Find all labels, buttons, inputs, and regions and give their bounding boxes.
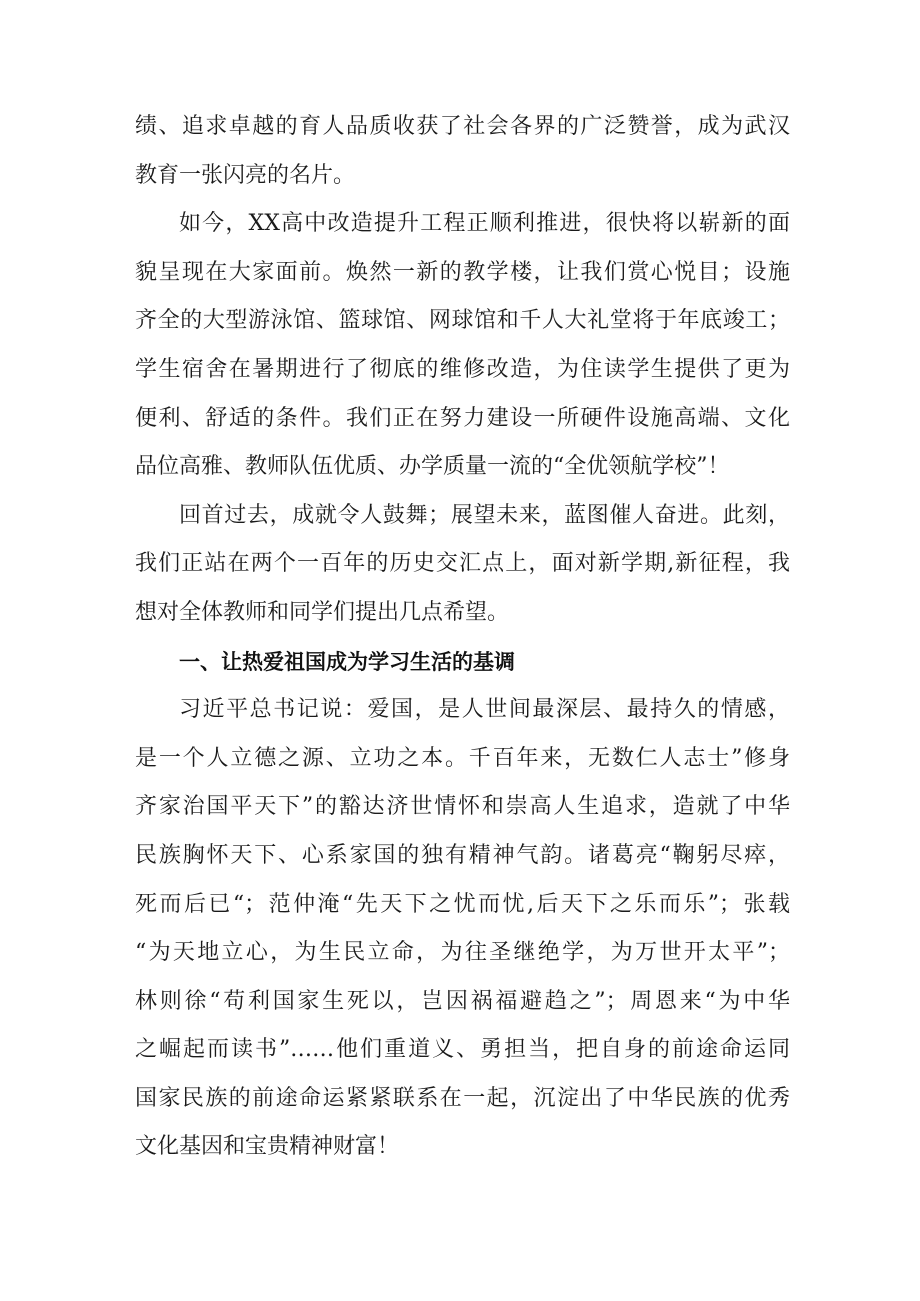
heading-text: 一、让热爱祖国成为学习生活的基调 bbox=[179, 649, 515, 674]
section-heading bbox=[135, 638, 790, 687]
text-line: 教育一张闪亮的名片。 bbox=[135, 162, 356, 188]
text-line: 习近平总书记说：爱国，是人世间最深层、最持久的情感， bbox=[179, 697, 790, 723]
text-line: 文化基因和宝贵精神财富！ bbox=[135, 1134, 400, 1160]
text-line: 我们正站在两个一百年的历史交汇点上，面对新学期,新征程，我 bbox=[135, 551, 790, 577]
text-line: “为天地立心，为生民立命，为往圣继绝学，为万世开太平”； bbox=[135, 940, 790, 966]
text-line: 齐家治国平天下”的豁达济世情怀和崇高人生追求，造就了中华 bbox=[135, 794, 790, 820]
paragraph-3 bbox=[135, 492, 790, 638]
text-line: 死而后已“；范仲淹“先天下之忧而忧,后天下之乐而乐”；张载 bbox=[135, 891, 790, 917]
text-line: 便利、舒适的条件。我们正在努力建设一所硬件设施高端、文化 bbox=[135, 405, 790, 431]
text-line: 民族胸怀天下、心系家国的独有精神气韵。诸葛亮“鞠躬尽瘁， bbox=[135, 842, 790, 868]
text-line: 国家民族的前途命运紧紧联系在一起，沉淀出了中华民族的优秀 bbox=[135, 1085, 790, 1111]
text-line: 品位高雅、教师队伍优质、办学质量一流的“全优领航学校”！ bbox=[135, 454, 730, 480]
text-line: 绩、追求卓越的育人品质收获了社会各界的广泛赞誉，成为武汉 bbox=[135, 114, 790, 139]
text-line: 貌呈现在大家面前。焕然一新的教学楼，让我们赏心悦目；设施 bbox=[135, 259, 790, 285]
paragraph-1 bbox=[135, 103, 790, 200]
paragraph-4 bbox=[135, 686, 790, 1172]
text-line: 想对全体教师和同学们提出几点希望。 bbox=[135, 599, 510, 625]
document-body bbox=[135, 103, 790, 1172]
paragraph-2 bbox=[135, 200, 790, 492]
text-line: 林则徐“苟利国家生死以，岂因祸福避趋之”；周恩来“为中华 bbox=[135, 988, 790, 1014]
text-line: 如今，XX高中改造提升工程正顺利推进，很快将以崭新的面 bbox=[179, 211, 790, 237]
text-line: 回首过去，成就令人鼓舞；展望未来，蓝图催人奋进。此刻， bbox=[179, 502, 790, 528]
text-line: 之崛起而读书”……他们重道义、勇担当，把自身的前途命运同 bbox=[135, 1037, 790, 1063]
text-line: 学生宿舍在暑期进行了彻底的维修改造，为住读学生提供了更为 bbox=[135, 356, 790, 382]
text-line: 是一个人立德之源、立功之本。千百年来，无数仁人志士”修身 bbox=[135, 745, 790, 771]
text-line: 齐全的大型游泳馆、篮球馆、网球馆和千人大礼堂将于年底竣工； bbox=[135, 308, 790, 334]
